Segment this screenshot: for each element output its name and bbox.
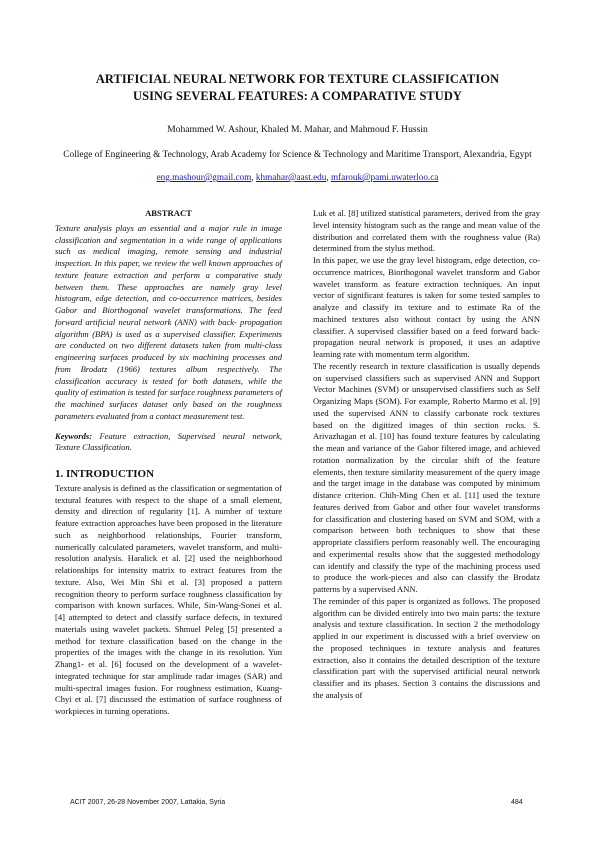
left-column <box>55 208 282 718</box>
page-number: 484 <box>511 799 523 806</box>
authors: Mohammed W. Ashour, Khaled M. Mahar, and Mahmoud F. Hussin <box>167 124 428 135</box>
abstract-text: Texture analysis plays an essential and a major rule in image classification and segmentation in a wide range of applications such as medical imaging, remote sensing and industrial inspection. In this paper, we review the well known approaches of texture feature extraction and perform a comparative study between them. These approaches are namely gray level histogram, edge detection, and co-occurrence matrices, besides Gabor and Biorthogonal wavelet transformations. The feed forward artificial neural network (ANN) with back- propagation algorithm (BPA) is used as a supervised classifier. Experiments are conducted on two different datasets taken from multi-class engineering surfaces produced by six machining processes and from Brodatz (1966) textures album respectively. The classification accuracy is tested for both datasets, while the quality of estimation is tested for surface roughness parameters of the machined surfaces dataset only based on the roughness parameters evaluated from a contact measurement test. <box>55 222 282 421</box>
section-heading-introduction: 1. INTRODUCTION <box>55 468 155 480</box>
title-line-2: USING SEVERAL FEATURES: A COMPARATIVE STUDY <box>133 89 462 103</box>
keywords-label: Keywords <box>55 430 90 441</box>
abstract-heading: ABSTRACT <box>145 208 192 218</box>
footer-conference: ACIT 2007, 26-28 November 2007, Lattakia, Syria <box>70 799 226 806</box>
intro-paragraph-left: Texture analysis is defined as the classification or segmentation of textural features with respect to the shape of a small element, density and direction of regularity [1]. A number of texture feature extraction approaches have been proposed in the literature such as neighborhood relationships, Fourier transform, numerically calculated parameters, wavelet transform, and multi-resolution analysis. Haralick et al. [2] used the neighborhood relationships for intensity matrix to extract features from the texture. Also, Wei Min Shi et al. [3] proposed a pattern recognition theory to perform surface roughness classification by comparison with known surfaces. While, Sin-Wang-Sonei et al. [4] attempted to detect and classify surface defects, in textured materials using wavelet packets. Shmuel Peleg [5] presented a method for texture classification based on the change in the properties of the images with the change in its resolution. Yun Zhang1- et al. [6] focused on the development of a wavelet-integrated technique for star amplitude radar images (SAR) and multi-spectral images fusion. For roughness estimation, Kuang-Chyi et al. [7] discussed the estimation of surface roughness of workpieces in turning operations. <box>55 482 282 716</box>
affiliation: College of Engineering & Technology, Arab Academy for Science & Technology and Maritime Transport, Alexandria, Egypt <box>63 150 532 160</box>
intro-paragraph-3: The recently research in texture classification is usually depends on supervised classifiers such as supervised ANN and Support Vector Machines (SVM) or unsupervised classifiers such as Self Organizing Maps (SOM). For example, Roberto Marmo et al. [9] used the supervised ANN to classify carbonate rock textures based on the digitized images of thin section rocks. S. Arivazhagan et al. [10] has found texture features by calculating the mean and variance of the Gabor filtered image, and achieved rotation normalization by the circular shift of the feature elements, then texture similarity measurement of the query image and the target image in the database was computed by minimum distance criterion. Chih-Ming Chen et al. [11] used the texture features derived from Gabor and other four wavelet transforms for classification and clustering based on SVM and SOM, with a comparison between both techniques to show that these appropriate classifiers perform reasonably well. The encouraging and experimental results show that the suggested methodology can identify and classify the type of the machining process used to produce the work-pieces and also can classify the Brodatz patterns by a supervised ANN. <box>313 360 540 594</box>
paper-title <box>40 71 555 105</box>
keywords-text: Feature extraction, Supervised neural network, Texture Classification. <box>55 430 282 453</box>
email-list <box>50 172 545 182</box>
email-link-2[interactable]: khmahar@aast.edu <box>255 172 327 182</box>
right-column <box>313 208 540 702</box>
email-separator: , <box>326 172 331 182</box>
email-separator: , <box>251 172 256 182</box>
intro-paragraph-4: The reminder of this paper is organized as follows. The proposed algorithm can be divided entirely into two main parts: the texture analysis and texture classification. In section 2 the methodology applied in our experiment is discussed with a brief overview on the proposed techniques in texture analysis and features extraction, also it contains the detailed description of the texture classification part with the supervised artificial neural network classifier and its phases. Section 3 contains the discussions and the analysis of <box>313 595 540 700</box>
email-link-1[interactable]: eng.mashour@gmail.com <box>156 172 252 182</box>
intro-paragraph-1: Luk et al. [8] utilized statistical parameters, derived from the gray level intensity histogram such as the range and mean value of the distribution and correlated them with the roughness value (Ra) determined from the stylus method. <box>313 208 540 254</box>
title-line-1: ARTIFICIAL NEURAL NETWORK FOR TEXTURE CLASSIFICATION <box>95 72 500 86</box>
keywords: Keywords: Feature extraction, Supervised neural network, Texture Classification. <box>55 430 282 453</box>
intro-paragraph-2: In this paper, we use the gray level histogram, edge detection, co-occurrence matrices, Biorthogonal wavelet transform and Gabor wavelet transform as feature extraction techniques. An input vector of significant features is taken for some tested samples to analyze and classify its texture and to estimate Ra of the machined textures also without contact by using the ANN classifier. A supervised classifier based on a feed forward back- propagation neural network is proposed, it uses an adaptive learning rate with momentum term algorithm. <box>313 255 540 359</box>
email-link-3[interactable]: mfarouk@pami.uwaterloo.ca <box>330 172 439 182</box>
